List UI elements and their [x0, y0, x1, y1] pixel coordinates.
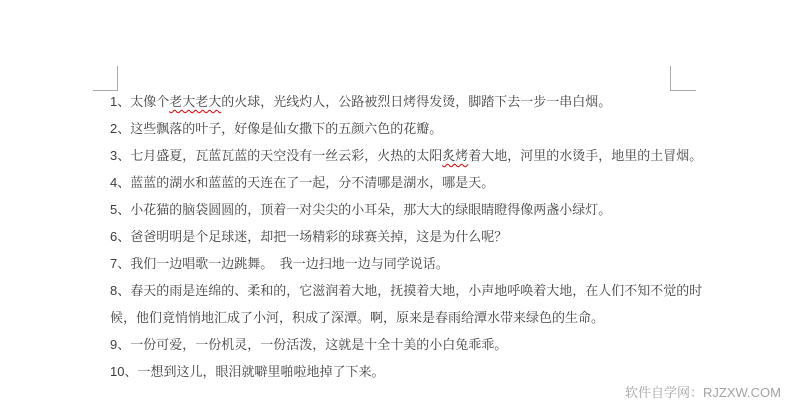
misspelled-text: 炙烤	[442, 148, 469, 163]
sentence-text: 一份可爱，一份机灵，一份活泼，这就是十全十美的小白兔乖乖。	[130, 337, 508, 352]
sentence-text: 春天的雨是连绵的、柔和的，它滋润着大地，抚摸着大地，小声地呼唤着大地，在人们不知不觉的时候，他们竟悄悄地汇成了小河，积成了深潭。啊，原来是春雨给潭水带来绿色的生命。	[110, 283, 703, 325]
sentence-item[interactable]	[110, 277, 710, 331]
sentence-item[interactable]	[110, 358, 710, 385]
sentence-text: 小花猫的脑袋圆圆的，顶着一对尖尖的小耳朵，那大大的绿眼睛瞪得像两盏小绿灯。	[130, 202, 612, 217]
sentence-text: 太像个	[130, 94, 170, 109]
sentence-text: 七月盛夏，瓦蓝瓦蓝的天空没有一丝云彩，火热的太阳	[130, 148, 443, 163]
sentence-item[interactable]	[110, 196, 710, 223]
sentence-text: 蓝蓝的湖水和蓝蓝的天连在了一起，分不清哪是湖水，哪是天。	[130, 175, 495, 190]
sentence-text: 着大地，河里的水烫手，地里的土冒烟。	[468, 148, 703, 163]
sentence-text: 这些飘落的叶子，好像是仙女撒下的五颜六色的花瓣。	[130, 121, 443, 136]
sentence-number: 1、	[110, 94, 131, 109]
sentence-text: 的火球，光线灼人，公路被烈日烤得发烫，脚踏下去一步一串白烟。	[221, 94, 612, 109]
sentence-item[interactable]	[110, 250, 710, 277]
sentence-text: 一想到这儿，眼泪就噼里啪啦地掉了下来。	[137, 364, 385, 379]
sentence-text: 我们一边唱歌一边跳舞。 我一边扫地一边与同学说话。	[130, 256, 449, 271]
sentence-number: 3、	[110, 148, 131, 163]
sentence-number: 8、	[110, 283, 131, 298]
sentence-item[interactable]	[110, 115, 710, 142]
sentence-number: 7、	[110, 256, 131, 271]
sentence-number: 6、	[110, 229, 131, 244]
sentence-item[interactable]	[110, 88, 710, 115]
document-text-area[interactable]	[110, 88, 710, 385]
sentence-item[interactable]	[110, 331, 710, 358]
sentence-item[interactable]	[110, 169, 710, 196]
misspelled-text: 老大老大	[169, 94, 222, 109]
sentence-text: 爸爸明明是个足球迷，却把一场精彩的球赛关掉，这是为什么呢？	[130, 229, 508, 244]
sentence-number: 9、	[110, 337, 131, 352]
sentence-item[interactable]	[110, 142, 710, 169]
sentence-item[interactable]	[110, 223, 710, 250]
sentence-number: 4、	[110, 175, 131, 190]
sentence-number: 10、	[110, 364, 138, 379]
watermark: 软件自学网：RJZXW.COM	[625, 385, 781, 400]
sentence-number: 5、	[110, 202, 131, 217]
sentence-number: 2、	[110, 121, 131, 136]
